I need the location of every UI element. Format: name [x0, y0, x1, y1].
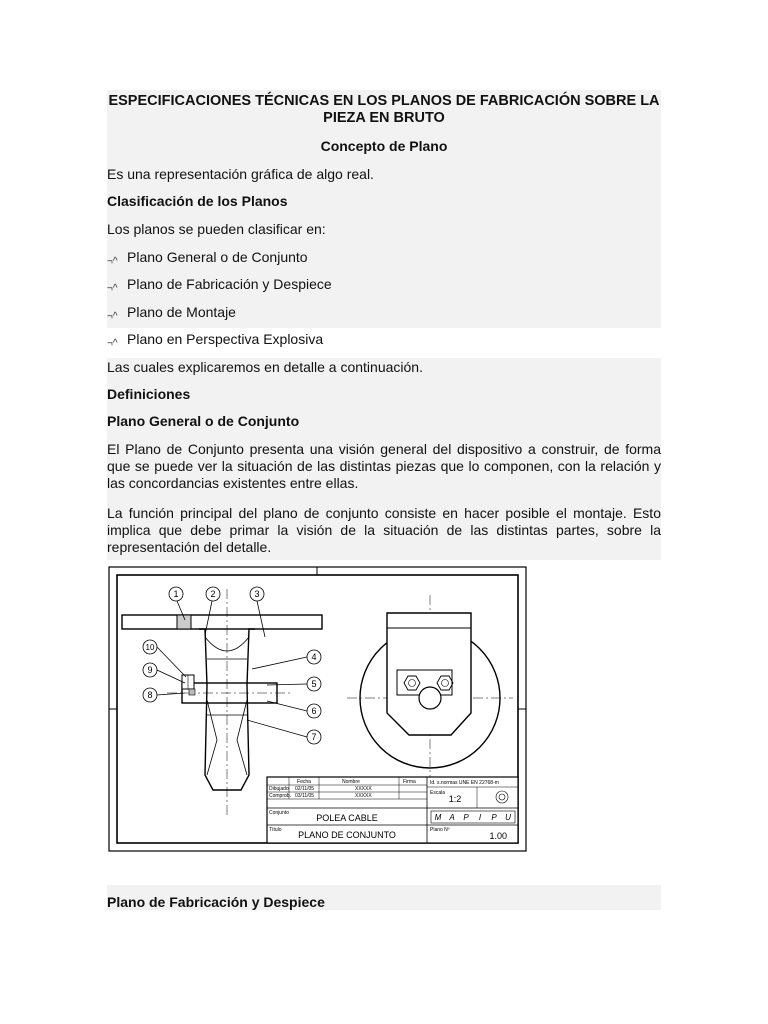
classification-heading: Clasificación de los Planos	[107, 193, 288, 209]
general-heading: Plano General o de Conjunto	[107, 413, 300, 429]
paragraph-funcion: La función principal del plano de conjunto consiste en hacer posible el montaje. Esto implica que debe primar la visión de la situación de las distintas partes, sobre la representación del detalle.	[107, 505, 661, 555]
svg-text:XXXXX: XXXXX	[355, 786, 372, 792]
list-item-label: Plano General o de Conjunto	[127, 249, 308, 265]
svg-text:Comprob.: Comprob.	[269, 793, 291, 799]
list-item	[107, 331, 323, 347]
assembly-drawing	[107, 565, 528, 853]
svg-text:Fecha: Fecha	[297, 779, 311, 785]
svg-text:Nombre: Nombre	[342, 779, 360, 785]
bullet-icon: ¬^	[107, 338, 118, 349]
svg-text:5: 5	[311, 679, 317, 689]
svg-text:6: 6	[311, 706, 317, 716]
plan-number: 1.00	[489, 831, 507, 841]
list-item-label: Plano de Montaje	[127, 304, 236, 320]
main-title: ESPECIFICACIONES TÉCNICAS EN LOS PLANOS DE FABRICACIÓN SOBRE LA PIEZA EN BRUTO	[108, 93, 660, 126]
svg-text:A: A	[449, 813, 455, 822]
svg-text:2: 2	[210, 589, 216, 599]
paragraph-conjunto: El Plano de Conjunto presenta una visión general del dispositivo a construir, de forma que se puede ver la situación de las distintas piezas que lo componen, con la relación y las concordancias existentes entre ellas.	[107, 441, 661, 491]
svg-text:Firma: Firma	[403, 779, 416, 785]
svg-text:Id. s.normas UNE EN 22768-m: Id. s.normas UNE EN 22768-m	[430, 780, 499, 786]
scale-value: 1:2	[448, 794, 462, 804]
svg-text:M: M	[434, 813, 442, 822]
svg-text:P: P	[463, 813, 469, 822]
fab-heading: Plano de Fabricación y Despiece	[107, 894, 325, 910]
svg-text:I: I	[478, 813, 482, 822]
list-item	[107, 304, 236, 320]
svg-text:7: 7	[311, 732, 317, 742]
svg-text:3: 3	[254, 589, 260, 599]
side-view	[347, 595, 513, 783]
list-item	[107, 276, 332, 292]
list-item-label: Plano en Perspectiva Explosiva	[127, 331, 324, 347]
bullet-icon: ¬^	[107, 256, 118, 267]
svg-text:U: U	[505, 813, 511, 822]
svg-text:10: 10	[145, 643, 155, 652]
list-item-label: Plano de Fabricación y Despiece	[127, 276, 332, 292]
svg-text:P: P	[491, 813, 497, 822]
svg-text:Conjunto: Conjunto	[269, 810, 290, 816]
svg-text:Título: Título	[269, 827, 282, 833]
bullet-icon: ¬^	[107, 283, 118, 294]
svg-text:03/11/05: 03/11/05	[295, 793, 315, 799]
svg-text:Plano Nº: Plano Nº	[430, 827, 450, 833]
concept-text: Es una representación gráfica de algo real.	[107, 166, 374, 182]
svg-text:1: 1	[173, 589, 179, 599]
classification-intro: Los planos se pueden clasificar en:	[107, 221, 326, 237]
svg-text:8: 8	[147, 690, 153, 700]
svg-text:Escala: Escala	[430, 790, 446, 796]
section-subtitle: Concepto de Plano	[320, 138, 448, 154]
conjunto-name: POLEA CABLE	[316, 813, 378, 823]
svg-text:XXXXX: XXXXX	[355, 793, 372, 799]
plan-title: PLANO DE CONJUNTO	[298, 830, 396, 840]
svg-text:9: 9	[147, 665, 153, 675]
bullet-icon: ¬^	[107, 311, 118, 322]
definitions-heading: Definiciones	[107, 386, 191, 402]
list-item	[107, 249, 308, 265]
part-balloons	[143, 587, 321, 744]
svg-text:Dibujado: Dibujado	[269, 786, 289, 792]
svg-text:02/11/05: 02/11/05	[295, 786, 315, 792]
title-block	[267, 777, 518, 843]
explain-text: Las cuales explicaremos en detalle a continuación.	[107, 359, 423, 375]
svg-text:4: 4	[311, 652, 317, 662]
